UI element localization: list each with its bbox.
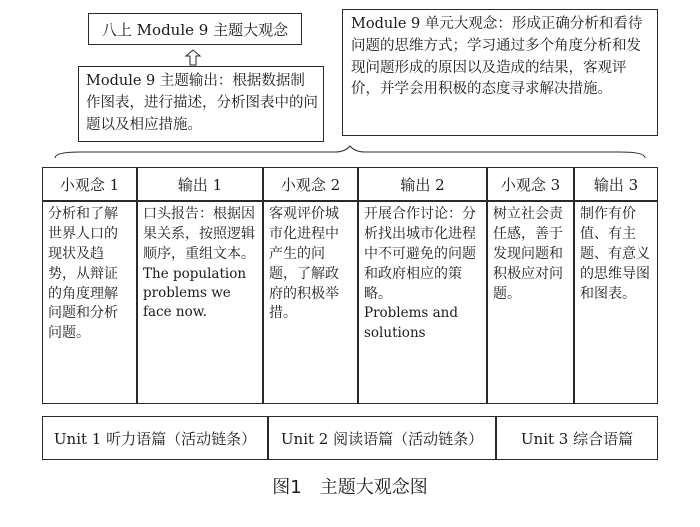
column-body-text: 开展合作讨论：分析找出城市化进程中不可避免的问题和政府相应的策略。 (364, 206, 476, 302)
column-header-5 (487, 167, 574, 201)
unit-1-label: Unit 1 听力语篇（活动链条） (53, 429, 257, 448)
column-body-3 (263, 201, 358, 404)
up-arrow-icon (186, 50, 200, 65)
column-body-6 (574, 201, 658, 404)
column-header-label: 小观念 1 (59, 175, 120, 194)
column-body-text: 制作有价值、有主题、有意义的思维导图和图表。 (580, 206, 650, 302)
unit-1-box (42, 416, 268, 460)
column-body-4 (358, 201, 487, 404)
column-body-english: The population problems we face now. (143, 265, 247, 320)
column-body-1 (42, 201, 137, 404)
unit-concept-box (342, 9, 658, 136)
column-header-6 (574, 167, 658, 201)
unit-concept-text: Module 9 单元大观念：形成正确分析和看待问题的思维方式；学习通过多个角度分析和发现问题形成的原因以及造成的结果，客观评价，并学会用积极的态度寻求解决措施。 (351, 16, 643, 98)
column-header-3 (263, 167, 358, 201)
column-header-2 (137, 167, 263, 201)
unit-3-label: Unit 3 综合语篇 (520, 429, 634, 448)
unit-2-label: Unit 2 阅读语篇（活动链条） (280, 429, 484, 448)
theme-output-box (78, 66, 324, 142)
brace-line (55, 146, 645, 158)
unit-2-box (268, 416, 496, 460)
column-body-text: 口头报告：根据因果关系，按照逻辑顺序，重组文本。 (143, 206, 255, 262)
column-body-2 (137, 201, 263, 404)
column-header-label: 小观念 3 (500, 175, 561, 194)
figure-caption: 图1 主题大观念图 (272, 477, 428, 499)
column-header-4 (358, 167, 487, 201)
column-header-label: 输出 1 (177, 175, 223, 194)
column-body-text: 分析和了解世界人口的现状及趋势，从辩证的角度理解问题和分析问题。 (48, 206, 118, 342)
theme-title-box (88, 13, 302, 45)
column-body-text: 树立社会责任感，善于发现问题和积极应对问题。 (493, 206, 563, 302)
theme-output-text: Module 9 主题输出：根据数据制作图表，进行描述，分析图表中的问题以及相应措施。 (86, 73, 318, 133)
column-header-label: 小观念 2 (280, 175, 341, 194)
column-header-label: 输出 3 (593, 175, 639, 194)
column-header-1 (42, 167, 137, 201)
theme-title: 八上 Module 9 主题大观念 (101, 20, 289, 39)
column-header-label: 输出 2 (400, 175, 445, 194)
unit-3-box (496, 416, 658, 460)
column-body-text: 客观评价城市化进程中产生的问题，了解政府的积极举措。 (269, 206, 339, 322)
column-body-5 (487, 201, 574, 404)
column-body-english: Problems and solutions (364, 305, 459, 341)
